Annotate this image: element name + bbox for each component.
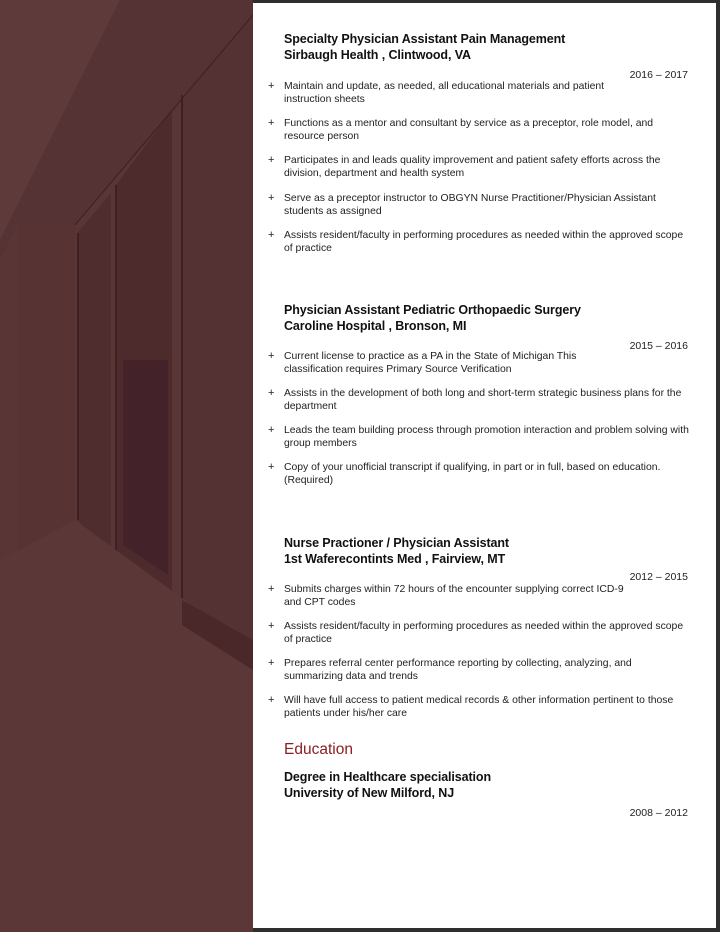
bullet-text: Participates in and leads quality improvement and patient safety efforts across the division, department and health system [284, 155, 661, 179]
plus-icon: + [268, 387, 275, 399]
plus-icon: + [268, 583, 275, 595]
bullet-text: Functions as a mentor and consultant by service as a preceptor, role model, and resource person [284, 118, 654, 142]
plus-icon: + [268, 117, 275, 129]
bullet-text: Assists resident/faculty in performing procedures as needed within the approved scope of practice [284, 621, 684, 645]
job-title: Physician Assistant Pediatric Orthopaedic Surgery [284, 303, 581, 317]
job-dates: 2015 – 2016 [629, 340, 688, 352]
resume-page [253, 3, 716, 928]
job-title: Nurse Practioner / Physician Assistant [284, 536, 509, 550]
bullet-text: Maintain and update, as needed, all educational materials and patient instruction sheets [284, 81, 605, 105]
plus-icon: + [268, 424, 275, 436]
plus-icon: + [268, 350, 275, 362]
degree-title: Degree in Healthcare specialisation [284, 770, 492, 784]
job-organization: 1st Waferecontints Med , Fairview, MT [284, 552, 506, 566]
school-name: University of New Milford, NJ [284, 786, 455, 800]
plus-icon: + [268, 657, 275, 669]
plus-icon: + [268, 154, 275, 166]
plus-icon: + [268, 192, 275, 204]
bullet-text: Serve as a preceptor instructor to OBGYN Nurse Practitioner/Physician Assistant students as assigned [284, 193, 656, 217]
plus-icon: + [268, 461, 275, 473]
plus-icon: + [268, 620, 275, 632]
viewer-frame-right [716, 0, 720, 932]
bullet-text: Leads the team building process through promotion interaction and problem solving with group members [284, 425, 689, 449]
bullet-text: Prepares referral center performance reporting by collecting, analyzing, and summarizing data and trends [284, 658, 632, 682]
bullet-text: Assists in the development of both long and short-term strategic business plans for the department [284, 388, 682, 412]
job-title: Specialty Physician Assistant Pain Management [284, 32, 566, 46]
corridor-photo-image [0, 0, 253, 932]
plus-icon: + [268, 694, 275, 706]
bullet-text: Current license to practice as a PA in the State of Michigan This classification requires Primary Source Verification [284, 351, 577, 375]
bullet-text: Will have full access to patient medical records & other information pertinent to those patients under his/her care [284, 695, 674, 719]
bullet-text: Copy of your unofficial transcript if qualifying, in part or in full, based on education. (Required) [284, 462, 661, 486]
education-heading: Education [284, 741, 353, 758]
job-dates: 2012 – 2015 [629, 571, 688, 583]
plus-icon: + [268, 80, 275, 92]
job-organization: Sirbaugh Health , Clintwood, VA [284, 48, 471, 62]
bullet-text: Submits charges within 72 hours of the encounter supplying correct ICD-9 and CPT codes [284, 584, 624, 608]
background-photo-panel [0, 0, 253, 932]
bullet-text: Assists resident/faculty in performing procedures as needed within the approved scope of practice [284, 230, 684, 254]
job-organization: Caroline Hospital , Bronson, MI [284, 319, 467, 333]
job-dates: 2016 – 2017 [629, 69, 688, 81]
education-dates: 2008 – 2012 [629, 807, 688, 819]
viewer-frame-bottom [253, 928, 720, 932]
plus-icon: + [268, 229, 275, 241]
